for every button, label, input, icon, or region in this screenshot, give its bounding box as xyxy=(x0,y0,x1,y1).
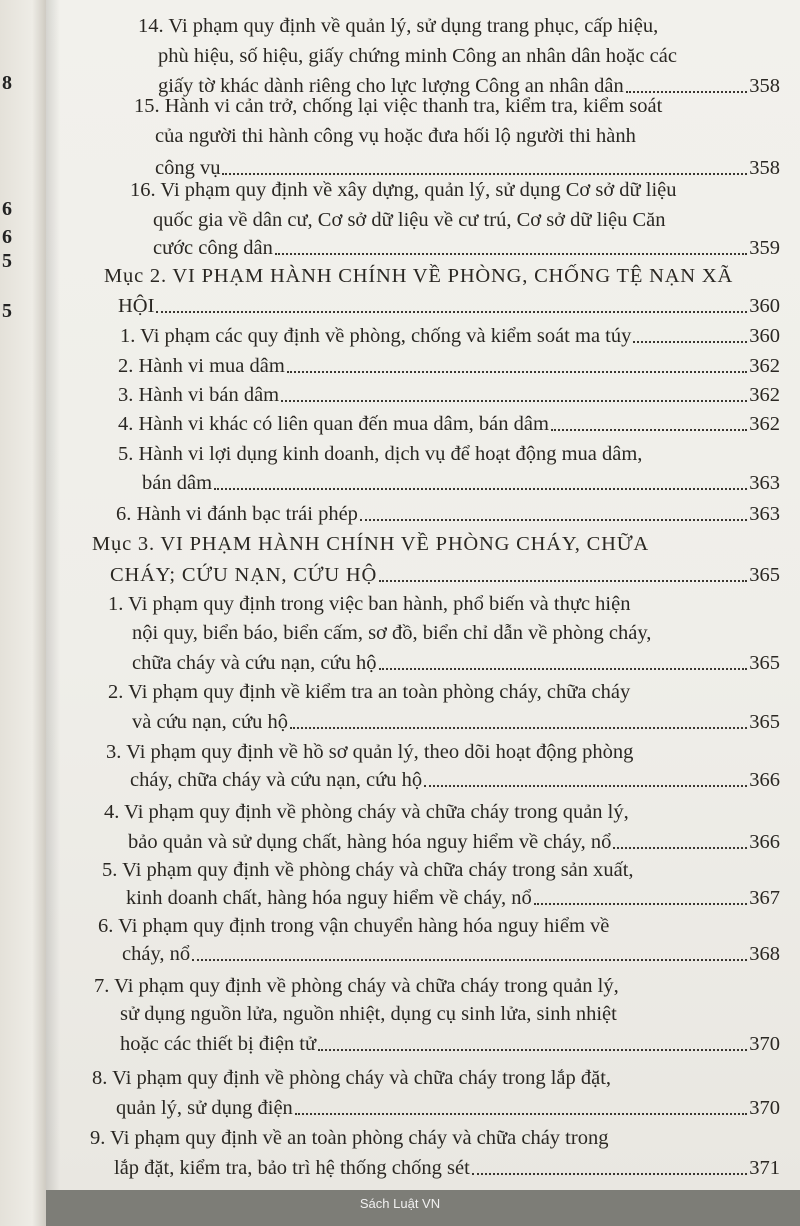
toc-page-number: 371 xyxy=(749,1157,780,1179)
toc-page-number: 367 xyxy=(749,887,780,909)
watermark: Sách Luật VN xyxy=(359,1196,441,1211)
toc-entry-text: 2. Vi phạm quy định về kiểm tra an toàn phòng cháy, chữa cháy xyxy=(108,681,631,703)
dot-leader xyxy=(318,1049,747,1051)
dot-leader xyxy=(222,173,747,175)
toc-entry-text: hoặc các thiết bị điện tử xyxy=(120,1033,317,1055)
toc-entry-text: 2. Hành vi mua dâm xyxy=(118,355,285,377)
toc-entry-leader-row xyxy=(130,768,780,792)
dot-leader xyxy=(424,785,747,787)
toc-entry-text: 8. Vi phạm quy định về phòng cháy và chữa cháy trong lắp đặt, xyxy=(92,1067,612,1089)
dot-leader xyxy=(287,371,747,373)
toc-entry-leader-row xyxy=(153,236,780,260)
left-page-number: 5 xyxy=(2,250,12,272)
section-heading: HỘI xyxy=(118,295,155,317)
toc-entry-text: giấy tờ khác dành riêng cho lực lượng Công an nhân dân xyxy=(158,75,624,97)
toc-entry-text: 6. Hành vi đánh bạc trái phép xyxy=(116,503,358,525)
toc-entry-text: 9. Vi phạm quy định về an toàn phòng cháy và chữa cháy trong xyxy=(90,1127,609,1149)
dot-leader xyxy=(360,519,747,521)
toc-entry-leader-row xyxy=(110,563,780,587)
section-heading: CHÁY; CỨU NẠN, CỨU HỘ xyxy=(110,564,378,586)
toc-page-number: 366 xyxy=(749,831,780,853)
toc-entry-2-6 xyxy=(116,502,780,526)
toc-entry-text: cước công dân xyxy=(153,237,273,259)
toc-page-number: 363 xyxy=(749,472,780,494)
dot-leader xyxy=(156,311,747,313)
toc-entry-leader-row xyxy=(128,830,780,854)
dot-leader xyxy=(626,91,748,93)
toc-entry-text: công vụ xyxy=(155,157,221,179)
toc-entry-leader-row xyxy=(142,471,780,495)
toc-page-number: 360 xyxy=(749,295,780,317)
toc-entry-text: phù hiệu, số hiệu, giấy chứng minh Công an nhân dân hoặc các xyxy=(158,45,677,67)
dot-leader xyxy=(214,488,747,490)
toc-entry-text: 4. Hành vi khác có liên quan đến mua dâm, bán dâm xyxy=(118,413,549,435)
toc-entry-leader-row xyxy=(132,651,780,675)
toc-entry-text: và cứu nạn, cứu hộ xyxy=(132,711,288,733)
toc-entry-text: 6. Vi phạm quy định trong vận chuyển hàng hóa nguy hiểm về xyxy=(98,915,610,937)
toc-page-number: 365 xyxy=(749,564,780,586)
section-heading: Mục 2. VI PHẠM HÀNH CHÍNH VỀ PHÒNG, CHỐNG TỆ NẠN XÃ xyxy=(104,265,734,287)
dot-leader xyxy=(192,959,747,961)
toc-entry-text: 3. Hành vi bán dâm xyxy=(118,384,280,406)
left-page-number: 6 xyxy=(2,226,12,248)
toc-entry-text: sử dụng nguồn lửa, nguồn nhiệt, dụng cụ sinh lửa, sinh nhiệt xyxy=(120,1003,617,1025)
toc-page-number: 358 xyxy=(749,157,780,179)
dot-leader xyxy=(281,400,747,402)
section-heading: Mục 3. VI PHẠM HÀNH CHÍNH VỀ PHÒNG CHÁY, CHỮA xyxy=(92,533,650,555)
toc-entry-2-1 xyxy=(120,324,780,348)
toc-page-number: 365 xyxy=(749,652,780,674)
toc-entry-text: lắp đặt, kiểm tra, bảo trì hệ thống chống sét xyxy=(114,1157,470,1179)
toc-page-number: 366 xyxy=(749,769,780,791)
toc-entry-text: cháy, nổ xyxy=(122,943,191,965)
toc-entry-text: 7. Vi phạm quy định về phòng cháy và chữa cháy trong quản lý, xyxy=(94,975,619,997)
toc-entry-text: 4. Vi phạm quy định về phòng cháy và chữa cháy trong quản lý, xyxy=(104,801,629,823)
toc-entry-leader-row xyxy=(120,1032,780,1056)
toc-entry-text: 1. Vi phạm quy định trong việc ban hành, phổ biến và thực hiện xyxy=(108,593,631,615)
toc-page-number: 370 xyxy=(749,1033,780,1055)
toc-entry-leader-row xyxy=(155,156,780,180)
toc-entry-leader-row xyxy=(116,1096,780,1120)
toc-page-number: 362 xyxy=(749,384,780,406)
toc-entry-text: của người thi hành công vụ hoặc đưa hối lộ người thi hành xyxy=(155,125,636,147)
toc-entry-text: 15. Hành vi cản trở, chống lại việc thanh tra, kiểm tra, kiểm soát xyxy=(134,95,663,117)
dot-leader xyxy=(379,580,747,582)
toc-entry-2-3 xyxy=(118,383,780,407)
dot-leader xyxy=(472,1173,747,1175)
toc-entry-leader-row xyxy=(126,886,780,910)
toc-page-number: 360 xyxy=(749,325,780,347)
toc-entry-leader-row xyxy=(114,1156,780,1180)
toc-entry-text: 16. Vi phạm quy định về xây dựng, quản lý, sử dụng Cơ sở dữ liệu xyxy=(130,179,677,201)
toc-entry-text: bảo quản và sử dụng chất, hàng hóa nguy hiểm về cháy, nổ xyxy=(128,831,612,853)
toc-page-number: 359 xyxy=(749,237,780,259)
toc-entry-text: cháy, chữa cháy và cứu nạn, cứu hộ xyxy=(130,769,423,791)
toc-entry-text: bán dâm xyxy=(142,472,213,494)
toc-entry-2-4 xyxy=(118,412,780,436)
dot-leader xyxy=(613,847,747,849)
toc-page-number: 362 xyxy=(749,355,780,377)
toc-entry-text: 5. Hành vi lợi dụng kinh doanh, dịch vụ để hoạt động mua dâm, xyxy=(118,443,643,465)
toc-entry-text: chữa cháy và cứu nạn, cứu hộ xyxy=(132,652,377,674)
toc-entry-leader-row xyxy=(132,710,780,734)
toc-page-number: 370 xyxy=(749,1097,780,1119)
left-page-number: 8 xyxy=(2,72,12,94)
toc-entry-text: 3. Vi phạm quy định về hồ sơ quản lý, theo dõi hoạt động phòng xyxy=(106,741,634,763)
dot-leader xyxy=(290,727,747,729)
left-page-number: 6 xyxy=(2,198,12,220)
dot-leader xyxy=(551,429,747,431)
toc-page-number: 362 xyxy=(749,413,780,435)
toc-entry-2-2 xyxy=(118,354,780,378)
toc-entry-text: kinh doanh chất, hàng hóa nguy hiểm về cháy, nổ xyxy=(126,887,532,909)
toc-entry-leader-row xyxy=(118,294,780,318)
dot-leader xyxy=(295,1113,747,1115)
toc-page-number: 358 xyxy=(749,75,780,97)
toc-entry-text: 1. Vi phạm các quy định về phòng, chống và kiểm soát ma túy xyxy=(120,325,632,347)
toc-page-number: 365 xyxy=(749,711,780,733)
toc-page-number: 363 xyxy=(749,503,780,525)
toc-entry-text: nội quy, biển báo, biển cấm, sơ đồ, biển chỉ dẫn về phòng cháy, xyxy=(132,622,652,644)
toc-page-number: 368 xyxy=(749,943,780,965)
toc-entry-leader-row xyxy=(122,942,780,966)
dot-leader xyxy=(633,341,747,343)
toc-entry-text: 5. Vi phạm quy định về phòng cháy và chữa cháy trong sản xuất, xyxy=(102,859,634,881)
left-page-number: 5 xyxy=(2,300,12,322)
dot-leader xyxy=(275,253,747,255)
toc-entry-text: quản lý, sử dụng điện xyxy=(116,1097,293,1119)
toc-entry-text: quốc gia về dân cư, Cơ sở dữ liệu về cư trú, Cơ sở dữ liệu Căn xyxy=(153,209,666,231)
toc-entry-text: 14. Vi phạm quy định về quản lý, sử dụng trang phục, cấp hiệu, xyxy=(138,15,659,37)
dot-leader xyxy=(534,903,748,905)
dot-leader xyxy=(379,668,748,670)
